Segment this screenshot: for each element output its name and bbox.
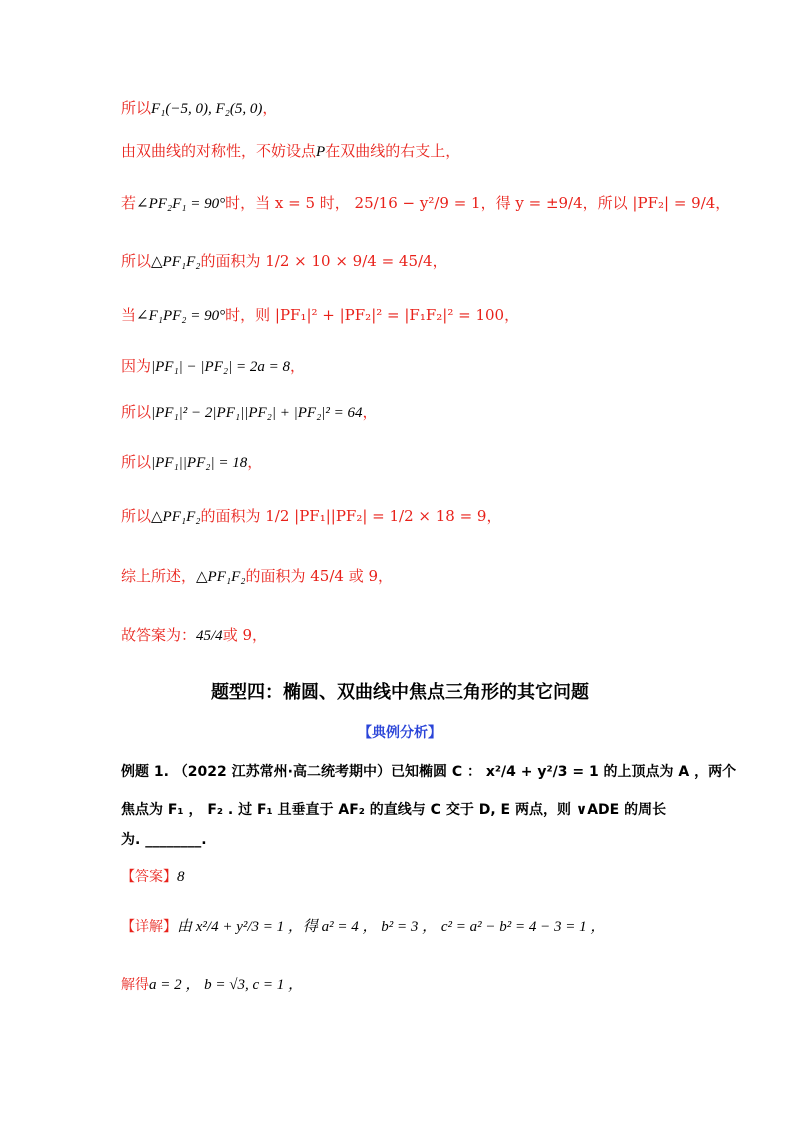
example-line-3: 为. ________. xyxy=(121,832,207,848)
line-7: 所以|PF₁|² − 2|PF₁||PF₂| + |PF₂|² = 64， xyxy=(121,403,378,421)
solve-line xyxy=(121,974,303,995)
detail-text: 由 x²/4 + y²/3 = 1 ，得 a² = 4 ， b² = 3 ， c² = a² − b² = 4 − 3 = 1 ， xyxy=(177,919,606,935)
line-1: 所以F₁(−5, 0), F₂(5, 0)， xyxy=(121,99,278,117)
line-9: 所以△PF₁F₂的面积为 1/2 |PF₁||PF₂| = 1/2 × 18 = 9， xyxy=(121,507,502,525)
line-8: 所以|PF₁||PF₂| = 18， xyxy=(121,453,263,471)
solve-text: a = 2 ， b = √3, c = 1 ， xyxy=(149,977,304,993)
answer-label: 【答案】 xyxy=(121,869,177,885)
answer-value: 8 xyxy=(177,869,185,885)
line-4: 所以△PF₁F₂的面积为 1/2 × 10 × 9/4 = 45/4， xyxy=(121,252,448,270)
line-10: 综上所述，△PF₁F₂的面积为 45/4 或 9， xyxy=(121,567,394,585)
line-2: 由双曲线的对称性，不妨设点P在双曲线的右支上， xyxy=(121,142,461,160)
section-subheading: 【典例分析】 xyxy=(358,725,442,741)
section-heading: 题型四：椭圆、双曲线中焦点三角形的其它问题 xyxy=(211,682,589,703)
example-line-1: 例题 1. （2022 江苏常州·高二统考期中）已知椭圆 C ： x²/4 + y²/3 = 1 的上顶点为 A ，两个 xyxy=(121,764,737,780)
answer-line xyxy=(121,866,185,887)
line-11: 故答案为：45/4或 9， xyxy=(121,626,267,644)
detail-line xyxy=(121,916,605,937)
line-3: 若∠PF₂F₁ = 90°时，当 x = 5 时， 25/16 − y²/9 = 1，得 y = ±9/4，所以 |PF₂| = 9/4， xyxy=(121,194,731,212)
detail-label: 【详解】 xyxy=(121,919,177,935)
solve-label: 解得 xyxy=(121,977,149,993)
line-6: 因为|PF₁| − |PF₂| = 2a = 8， xyxy=(121,357,305,375)
example-line-2: 焦点为 F₁ ， F₂ . 过 F₁ 且垂直于 AF₂ 的直线与 C 交于 D, E 两点，则 ∨ADE 的周长 xyxy=(121,802,667,818)
line-5: 当∠F₁PF₂ = 90°时，则 |PF₁|² + |PF₂|² = |F₁F₂|² = 100， xyxy=(121,306,520,324)
